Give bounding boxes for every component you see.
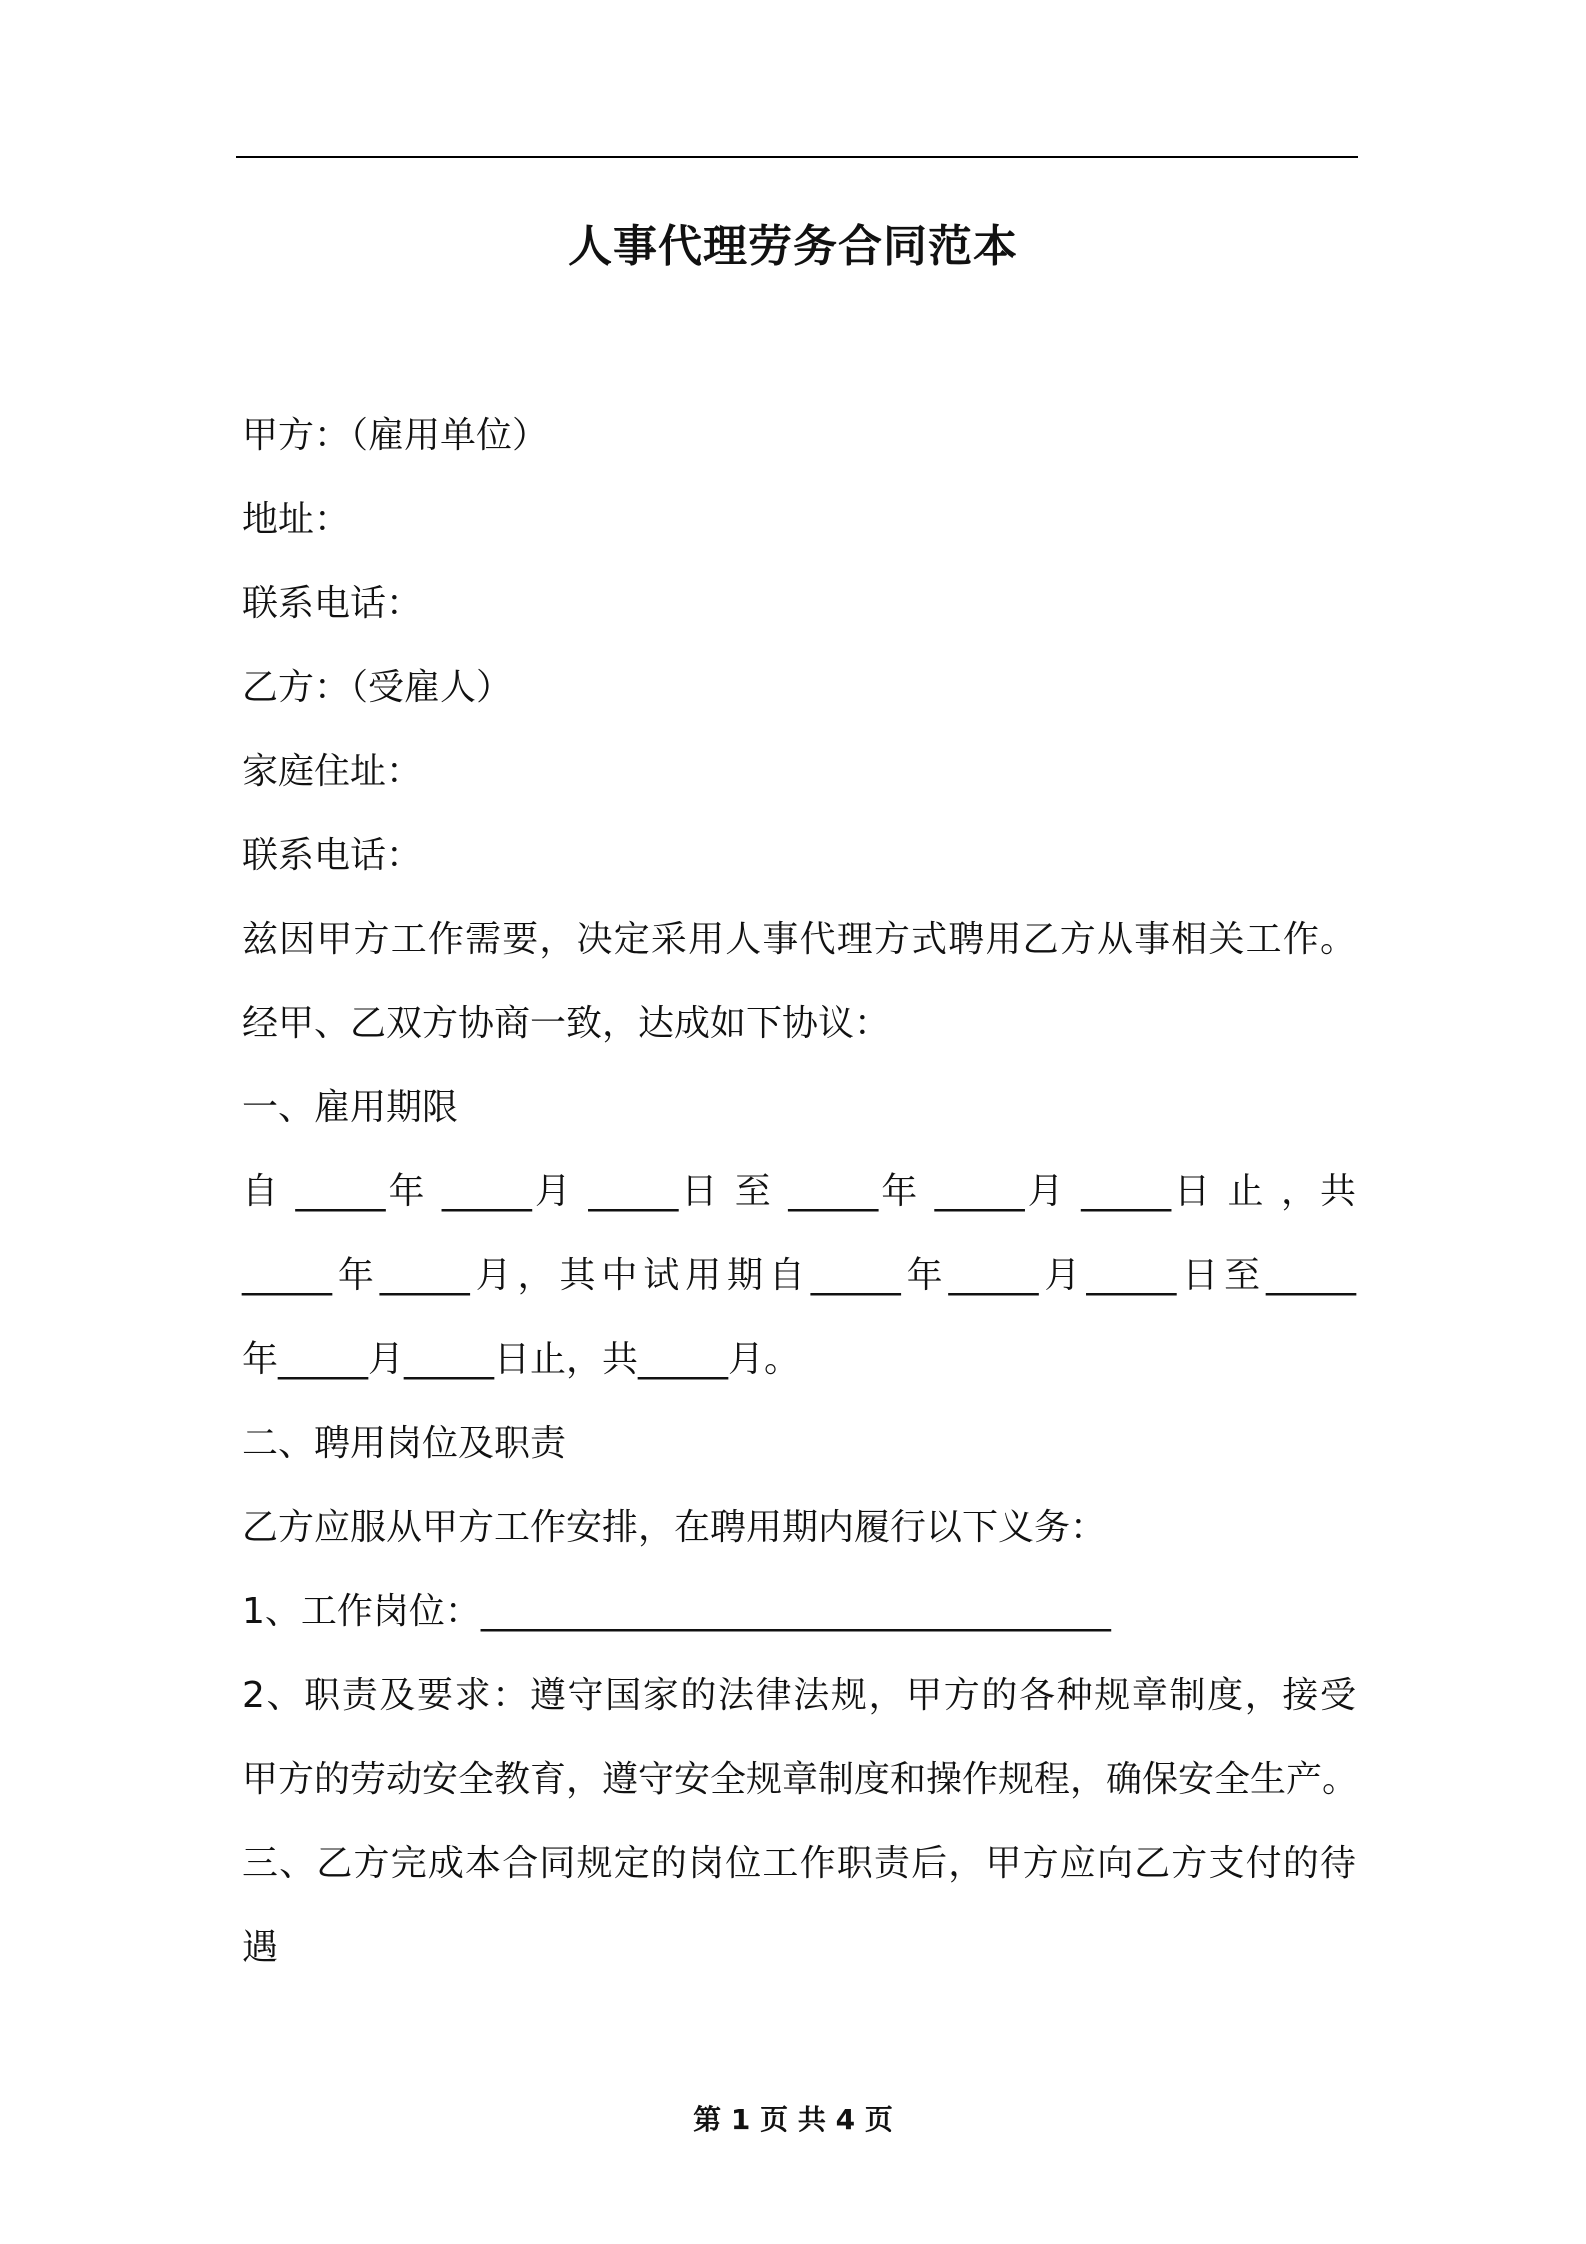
compensation-paragraph-line: 遇 [242, 1927, 279, 1968]
section-heading-compensation: 三、乙方完成本合同规定的岗位工作职责后，甲方应向乙方支付的待 [242, 1843, 1356, 1884]
party-a-phone-line: 联系电话： [242, 583, 423, 624]
document-title: 人事代理劳务合同范本 [568, 221, 1018, 272]
party-a-address-line: 地址： [242, 499, 351, 540]
party-b-line: 乙方：（受雇人） [242, 667, 513, 708]
job-position-line: 1、工作岗位：___________________________________ [242, 1591, 1111, 1632]
agreement-line: 经甲、乙双方协商一致，达成如下协议： [242, 1003, 891, 1044]
duties-intro-line: 乙方应服从甲方工作安排，在聘用期内履行以下义务： [242, 1507, 1107, 1548]
term-paragraph-line: 年_____月_____日止，共_____月。 [242, 1339, 801, 1380]
duties-paragraph-line: 甲方的劳动安全教育，遵守安全规章制度和操作规程，确保安全生产。 [242, 1759, 1359, 1800]
party-b-phone-line: 联系电话： [242, 835, 423, 876]
page-number-footer: 第 1 页 共 4 页 [693, 2103, 893, 2136]
section-heading-term: 一、雇用期限 [242, 1087, 459, 1128]
term-paragraph-line: 自 _____年 _____月 _____日 至 _____年 _____月 _____日 止 ，共 [242, 1171, 1356, 1212]
term-paragraph-line: _____年_____月，其中试用期自_____年_____月_____日至_____ [242, 1255, 1356, 1296]
party-b-address-line: 家庭住址： [242, 751, 423, 792]
header-rule [236, 156, 1358, 158]
section-heading-position: 二、聘用岗位及职责 [242, 1423, 567, 1464]
duties-paragraph-line: 2、职责及要求：遵守国家的法律法规，甲方的各种规章制度，接受 [242, 1675, 1356, 1716]
party-a-line: 甲方：（雇用单位） [242, 415, 549, 456]
intro-paragraph-line: 兹因甲方工作需要，决定采用人事代理方式聘用乙方从事相关工作。 [242, 919, 1356, 960]
